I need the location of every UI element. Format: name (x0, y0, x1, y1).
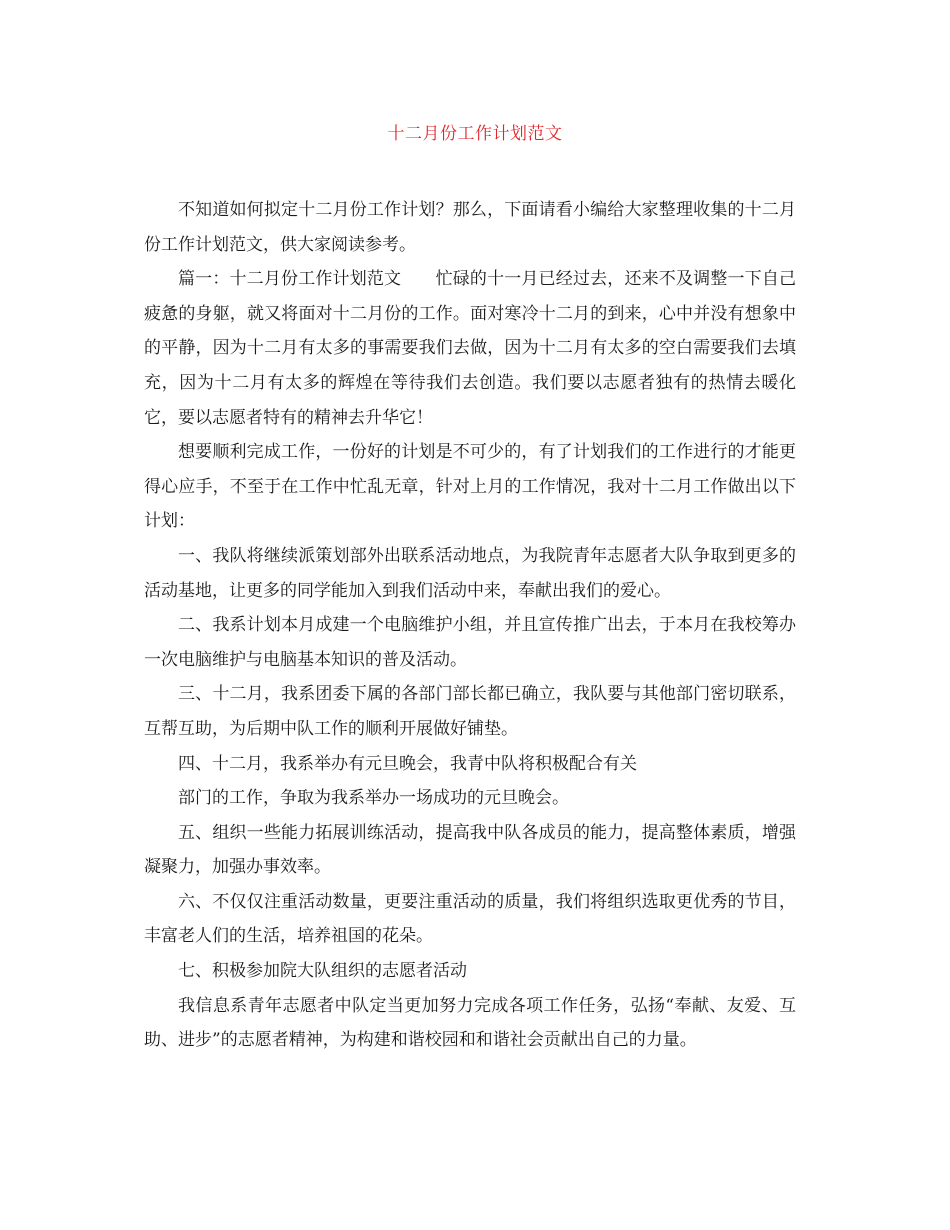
paragraph-conclusion: 我信息系青年志愿者中队定当更加努力完成各项工作任务，弘扬“奉献、友爱、互助、进步”的志愿者精神，为构建和谐校园和和谐社会贡献出自己的力量。 (144, 995, 796, 1051)
document-title: 十二月份工作计划范文 (387, 124, 563, 144)
document-body (144, 193, 796, 1058)
paragraph-item-4: 四、十二月，我系举办有元旦晚会，我青中队将积极配合有关 (178, 753, 637, 774)
paragraph-part-one: 篇一：十二月份工作计划范文 忙碌的十一月已经过去，还来不及调整一下自己疲惫的身躯，就又将面对十二月份的工作。面对寒冷十二月的到来，心中并没有想象中的平静，因为十二月有太多的事需要我们去做，因为十二月有太多的空白需要我们去填充，因为十二月有太多的辉煌在等待我们去创造。我们要以志愿者独有的热情去暖化它，要以志愿者特有的精神去升华它！ (144, 269, 796, 428)
paragraph-plan-intro: 想要顺利完成工作，一份好的计划是不可少的，有了计划我们的工作进行的才能更得心应手，不至于在工作中忙乱无章，针对上月的工作情况，我对十二月工作做出以下计划： (144, 442, 796, 532)
paragraph-item-2: 二、我系计划本月成建一个电脑维护小组，并且宣传推广出去，于本月在我校筹办一次电脑维护与电脑基本知识的普及活动。 (144, 615, 796, 670)
paragraph-item-5: 五、组织一些能力拓展训练活动，提高我中队各成员的能力，提高整体素质，增强凝聚力，加强办事效率。 (144, 822, 796, 878)
paragraph-item-3: 三、十二月，我系团委下属的各部门部长都已确立，我队要与其他部门密切联系，互帮互助，为后期中队工作的顺利开展做好铺垫。 (144, 684, 796, 739)
paragraph-item-1: 一、我队将继续派策划部外出联系活动地点，为我院青年志愿者大队争取到更多的活动基地，让更多的同学能加入到我们活动中来，奉献出我们的爱心。 (144, 545, 796, 601)
paragraph-item-6: 六、不仅仅注重活动数量，更要注重活动的质量，我们将组织选取更优秀的节目，丰富老人们的生活，培养祖国的花朵。 (144, 891, 796, 947)
paragraph-item-4-continued: 部门的工作，争取为我系举办一场成功的元旦晚会。 (178, 788, 569, 809)
paragraph-item-7: 七、积极参加院大队组织的志愿者活动 (178, 961, 467, 982)
paragraph-intro: 不知道如何拟定十二月份工作计划？那么，下面请看小编给大家整理收集的十二月份工作计划范文，供大家阅读参考。 (144, 200, 796, 255)
